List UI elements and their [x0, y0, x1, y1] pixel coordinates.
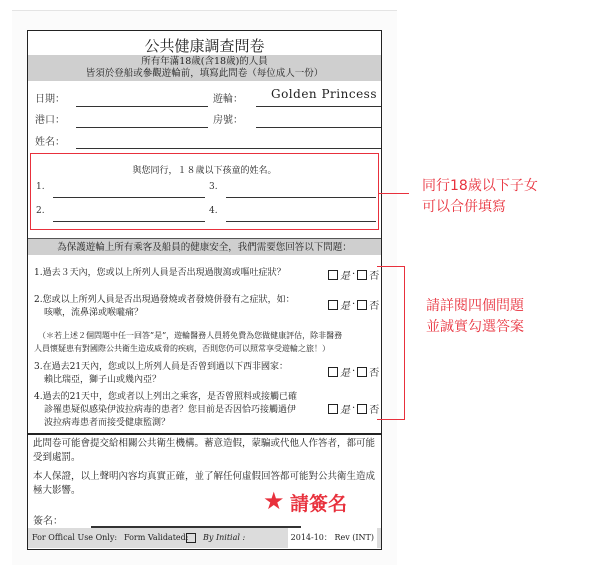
footer-validated-label: Form Validated:: [124, 533, 189, 542]
children-annotation: 同行18歲以下子女 可以合併填寫: [422, 178, 538, 215]
question-4-answer: 是 · 否: [328, 401, 379, 416]
question-3-answer: 是 · 否: [328, 364, 379, 379]
child-2-label: 2.: [36, 206, 45, 216]
yes-label: 是: [340, 368, 350, 379]
children-section-highlight: [30, 153, 379, 230]
eligibility-band: [28, 55, 381, 81]
form-validated-checkbox[interactable]: [186, 533, 196, 543]
q4-no-checkbox[interactable]: [357, 404, 367, 414]
ship-label: 遊輪：: [213, 94, 243, 105]
health-questionnaire-form: [27, 30, 382, 550]
q2-yes-checkbox[interactable]: [328, 300, 338, 310]
band-line-2: 皆須於登船或參觀遊輪前，填寫此問卷（每位成人一份）: [85, 68, 324, 79]
question-3: 3.在過去21天內，您或以上所列人員是否曾到過以下西非國家： 賴比瑞亞，獅子山或幾內亞？: [34, 362, 289, 385]
question-2-answer: 是 · 否: [328, 297, 379, 312]
date-field[interactable]: [76, 106, 208, 107]
questions-bracket: [377, 266, 405, 420]
ship-field[interactable]: [256, 106, 381, 107]
name-field[interactable]: [76, 148, 381, 149]
yes-label: 是: [340, 271, 350, 282]
signature-label: 簽名：: [33, 516, 63, 527]
questions-annotation: 請詳閱四個問題 並誠實勾選答案: [426, 298, 524, 335]
child-3-field[interactable]: [226, 197, 376, 198]
question-1-answer: 是 · 否: [328, 267, 379, 282]
no-label: 否: [369, 301, 380, 312]
room-field[interactable]: [256, 127, 381, 128]
yes-label: 是: [340, 405, 350, 416]
children-header: 與您同行，１８歲以下孩童的姓名。: [132, 166, 277, 176]
revision-label: 2014-10： Rev (INT): [288, 528, 377, 548]
note: （＊若上述２個問題中任一回答”是”，遊輪醫務人員將免費為您做健康評估，除非醫務 人員懷疑患有對國際公共衛生造成威脅的疾病，否則您仍可以照常享受遊輪之旅！）: [34, 331, 343, 353]
children-pointer-line: [379, 193, 409, 194]
child-1-field[interactable]: [53, 197, 205, 198]
sign-annotation: 請簽名: [290, 493, 348, 515]
section-header: 為保護遊輪上所有乘客及船員的健康安全，我們需要您回答以下問題：: [28, 238, 381, 255]
band-line-1: 所有年滿18歲(含18歲)的人員: [141, 56, 268, 67]
q3-yes-checkbox[interactable]: [328, 367, 338, 377]
child-4-field[interactable]: [226, 221, 376, 222]
ship-value: Golden Princess: [271, 87, 377, 101]
no-label: 否: [369, 368, 380, 379]
sign-star-icon: ★: [263, 487, 285, 515]
footer-official-label: For Offical Use Only:: [32, 533, 118, 542]
no-label: 否: [369, 405, 380, 416]
q1-yes-checkbox[interactable]: [328, 270, 338, 280]
no-label: 否: [369, 271, 380, 282]
form-title: 公共健康調查問卷: [144, 37, 265, 55]
child-4-label: 4.: [209, 206, 218, 216]
divider: [28, 433, 381, 435]
date-label: 日期：: [35, 94, 65, 105]
q1-no-checkbox[interactable]: [357, 270, 367, 280]
question-2: 2.您或以上所列人員是否出現過發燒或者發燒併發有之症狀，如： 咳嗽，流鼻涕或喉嚨痛？: [34, 295, 295, 318]
name-label: 姓名：: [35, 137, 65, 148]
question-1: 1.過去３天內，您或以上所列人員是否出現過腹瀉或嘔吐症狀？: [34, 268, 286, 278]
child-3-label: 3.: [209, 182, 218, 192]
child-1-label: 1.: [36, 182, 45, 192]
port-field[interactable]: [76, 127, 208, 128]
q3-no-checkbox[interactable]: [357, 367, 367, 377]
footer-initial-label: By Initial :: [203, 533, 246, 542]
yes-label: 是: [340, 301, 350, 312]
q4-yes-checkbox[interactable]: [328, 404, 338, 414]
port-label: 港口：: [35, 115, 65, 126]
child-2-field[interactable]: [53, 221, 205, 222]
official-use-footer: [28, 528, 381, 548]
declaration-1: 此問卷可能會提交給相關公共衛生機構。蓄意造假，蒙騙或代他人作答者，都可能受到處罰。: [33, 438, 376, 463]
room-label: 房號：: [213, 115, 243, 126]
question-4: 4.過去的21天中，您或者以上列出之乘客，是否曾照料或接觸已確 診罹患疑似感染伊波拉病毒的患者？您目前是否因恰巧接觸過伊 波拉病毒患者而接受健康監測？: [34, 392, 298, 428]
q2-no-checkbox[interactable]: [357, 300, 367, 310]
declaration-2: 本人保證，以上聲明內容均真實正確，並了解任何虛假回答都可能對公共衛生造成極大影響。: [33, 471, 376, 496]
